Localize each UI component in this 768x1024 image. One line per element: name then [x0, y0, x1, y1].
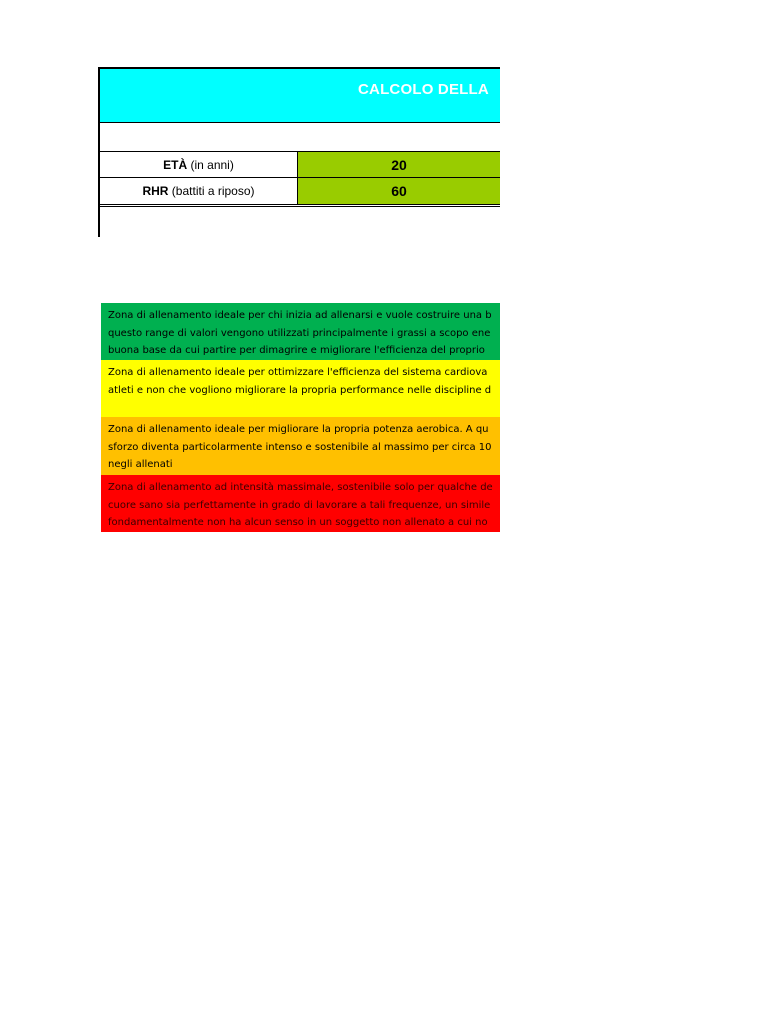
age-row [100, 151, 500, 178]
zone-green-line: buona base da cui partire per dimagrire e migliorare l'efficienza del proprio [108, 345, 485, 356]
zone-green-line: questo range di valori vengono utilizzati principalmente i grassi a scopo ene [108, 327, 491, 339]
age-label [100, 152, 298, 177]
calculator-table [98, 67, 500, 237]
age-label-rest: (in anni) [187, 158, 234, 172]
zone-red [101, 475, 500, 532]
zone-red-line: cuore sano sia perfettamente in grado di lavorare a tali frequenze, un simile [108, 499, 491, 511]
rhr-label-rest: (battiti a riposo) [168, 184, 255, 198]
zone-orange [101, 417, 500, 475]
training-zones [101, 303, 500, 532]
zone-green [101, 303, 500, 360]
zone-orange-line: Zona di allenamento ideale per migliorare la propria potenza aerobica. A qu [108, 424, 489, 435]
age-label-bold: ETÀ [163, 158, 188, 172]
zone-red-line: Zona di allenamento ad intensità massimale, sostenibile solo per qualche de [108, 482, 493, 493]
age-input[interactable]: 20 [298, 152, 500, 177]
rhr-row [100, 178, 500, 205]
zone-red-line: fondamentalmente non ha alcun senso in un soggetto non allenato a cui no [108, 517, 488, 528]
rhr-label-bold: RHR [142, 184, 169, 198]
page-title: CALCOLO DELLA [358, 81, 489, 98]
rhr-input[interactable]: 60 [298, 178, 500, 204]
title-band [100, 67, 500, 123]
zone-green-line: Zona di allenamento ideale per chi inizia ad allenarsi e vuole costruire una b [108, 310, 492, 321]
zone-yellow [101, 360, 500, 417]
zone-orange-line: negli allenati [108, 459, 173, 470]
zone-yellow-line: Zona di allenamento ideale per ottimizzare l'efficienza del sistema cardiova [108, 367, 488, 378]
zone-orange-line: sforzo diventa particolarmente intenso e sostenibile al massimo per circa 10 [108, 441, 492, 453]
table-bottom-rule [100, 206, 500, 207]
rhr-label [100, 178, 298, 204]
zone-yellow-line: atleti e non che vogliono migliorare la propria performance nelle discipline d [108, 384, 492, 396]
